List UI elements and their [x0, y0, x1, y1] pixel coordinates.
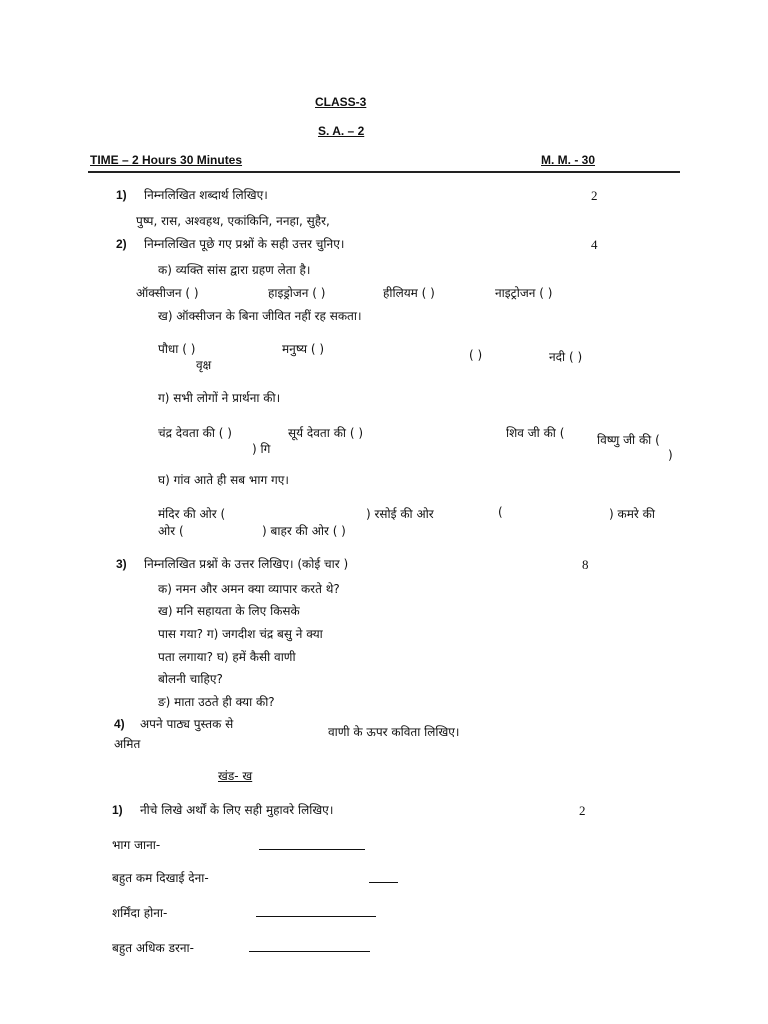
- q4-text-2: वाणी के ऊपर कविता लिखिए।: [328, 725, 460, 739]
- q4-text-3: अमित: [114, 737, 141, 751]
- q3-line-4: पता लगाया? घ) हमें कैसी वाणी: [158, 650, 296, 664]
- q1-text: निम्नलिखित शब्दार्थ लिखिए।: [144, 188, 268, 202]
- max-marks-label: M. M. - 30: [541, 153, 596, 167]
- q2-a-option-2: हाइड्रोजन ( ): [268, 286, 326, 300]
- q3-line-2: ख) मनि सहायता के लिए किसके: [158, 604, 300, 618]
- q1-words: पुष्प, रास, अश्वहथ, एकांकिनि, ननहा, सुहैर,: [136, 214, 330, 228]
- idiom-answer-blank-4[interactable]: [249, 951, 370, 952]
- q2-b-option-2-sub: वृक्ष: [196, 358, 212, 372]
- q2-a-option-1: ऑक्सीजन ( ): [136, 286, 199, 300]
- idiom-answer-blank-2[interactable]: [369, 882, 398, 883]
- q2-number: 2): [116, 237, 127, 251]
- s1-text: नीचे लिखे अर्थों के लिए सही मुहावरे लिखिए।: [140, 803, 334, 817]
- q2-a-option-4: नाइट्रोजन ( ): [495, 286, 553, 300]
- q2-b-text: ख) ऑक्सीजन के बिना जीवित नहीं रह सकता।: [158, 309, 362, 323]
- idiom-item-2: बहुत कम दिखाई देना-: [112, 871, 209, 885]
- q1-number: 1): [116, 188, 127, 202]
- q4-text: अपने पाठ्य पुस्तक से: [140, 717, 234, 731]
- q2-d-option-4: ) कमरे की: [609, 507, 655, 521]
- q2-a-option-3: हीलियम ( ): [383, 286, 435, 300]
- q3-number: 3): [116, 557, 127, 571]
- q3-marks: 8: [582, 557, 589, 572]
- q2-d-option-1: मंदिर की ओर (: [158, 507, 226, 521]
- header-divider: [88, 171, 680, 173]
- q2-c-option-2: सूर्य देवता की ( ): [288, 426, 364, 440]
- q2-c-text: ग) सभी लोगों ने प्रार्थना की।: [158, 391, 281, 405]
- q3-line-1: क) नमन और अमन क्या व्यापार करते थे?: [158, 582, 340, 596]
- q2-d-option-2: ) रसोई की ओर: [366, 507, 434, 521]
- q1-marks: 2: [591, 188, 598, 203]
- idiom-answer-blank-3[interactable]: [256, 916, 376, 917]
- q2-b-option-1: पौधा ( ): [158, 342, 196, 356]
- time-label: TIME – 2 Hours 30 Minutes: [90, 153, 243, 167]
- q2-c-option-1: चंद्र देवता की ( ): [158, 426, 232, 440]
- q4-number: 4): [114, 717, 125, 731]
- idiom-item-1: भाग जाना-: [112, 838, 161, 852]
- q2-b-option-2: मनुष्य ( ): [282, 342, 325, 356]
- q2-c-option-3: शिव जी की (: [506, 426, 565, 440]
- q2-d-line2-start: ओर (: [158, 524, 184, 538]
- q3-line-5: बोलनी चाहिए?: [158, 672, 223, 686]
- q2-c-option-4: विष्णु जी की (: [597, 433, 660, 447]
- q3-line-6: ङ) माता उठते ही क्या की?: [158, 695, 275, 709]
- q2-d-line2-end: ) बाहर की ओर ( ): [262, 524, 346, 538]
- s1-number: 1): [112, 803, 123, 817]
- q2-c-option-1-sub: ) गि: [252, 442, 271, 456]
- idiom-item-3: शर्मिंदा होना-: [112, 906, 168, 920]
- q2-b-option-3: ( ): [469, 348, 483, 362]
- idiom-item-4: बहुत अधिक डरना-: [112, 941, 194, 955]
- q2-b-option-4: नदी ( ): [549, 350, 583, 364]
- q2-text: निम्नलिखित पूछे गए प्रश्नों के सही उत्तर चुनिए।: [144, 237, 345, 251]
- q3-text: निम्नलिखित प्रश्नों के उत्तर लिखिए। (कोई चार ): [144, 557, 349, 571]
- class-title: CLASS-3: [315, 95, 367, 109]
- q2-d-text: घ) गांव आते ही सब भाग गए।: [158, 473, 289, 487]
- exam-title: S. A. – 2: [318, 124, 365, 138]
- idiom-answer-blank-1[interactable]: [259, 849, 365, 850]
- q2-marks: 4: [591, 237, 598, 252]
- q2-a-text: क) व्यक्ति सांस द्वारा ग्रहण लेता है।: [158, 263, 311, 277]
- q2-d-option-3: (: [498, 505, 503, 519]
- q2-c-option-4-sub: ): [668, 448, 673, 462]
- s1-marks: 2: [579, 803, 586, 818]
- section-title: खंड- ख: [218, 769, 253, 783]
- q3-line-3: पास गया? ग) जगदीश चंद्र बसु ने क्या: [158, 627, 323, 641]
